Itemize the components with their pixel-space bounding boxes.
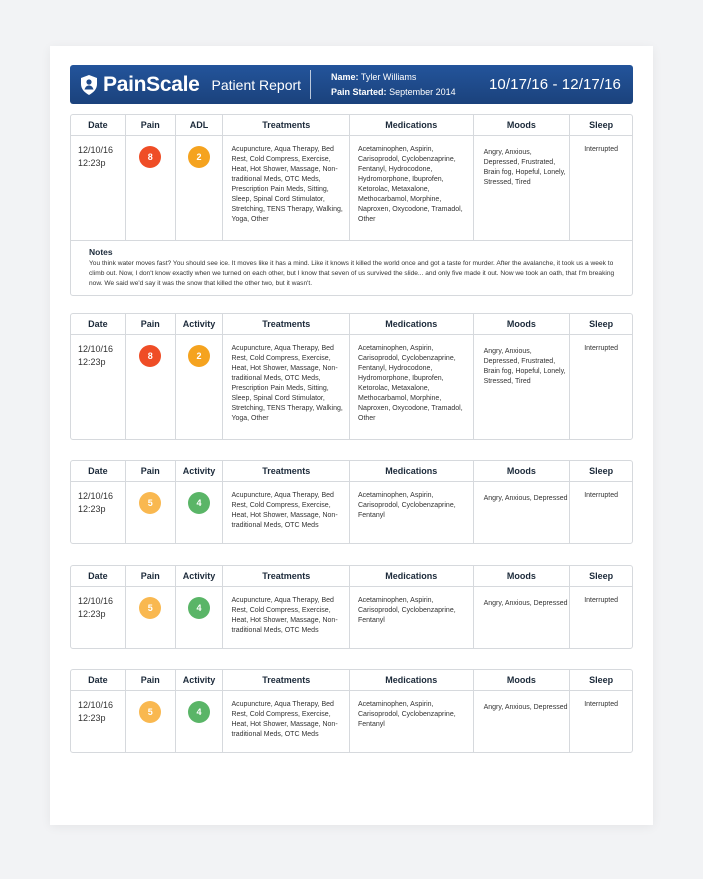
col-header-medications: Medications bbox=[350, 566, 474, 586]
medications-text: Acetaminophen, Aspirin, Carisoprodol, Cyclobenzaprine, Fentanyl bbox=[350, 587, 474, 648]
activity-cell bbox=[176, 691, 224, 752]
sleep-text: Interrupted bbox=[584, 492, 619, 499]
moods-text: Angry, Anxious, Depressed bbox=[474, 482, 571, 543]
adl-score-badge: 2 bbox=[188, 146, 210, 168]
medications-text: Acetaminophen, Aspirin, Carisoprodol, Cyclobenzaprine, Fentanyl bbox=[350, 691, 474, 752]
pain-cell bbox=[126, 587, 176, 648]
entry-date: 12/10/16 bbox=[78, 344, 114, 354]
col-header-pain: Pain bbox=[126, 314, 176, 334]
pain-started-value: September 2014 bbox=[389, 86, 456, 97]
moods-text: Angry, Anxious, Depressed bbox=[474, 587, 571, 648]
col-header-date: Date bbox=[71, 115, 126, 135]
entry-row bbox=[71, 482, 632, 543]
moods-text: Angry, Anxious, Depressed bbox=[474, 691, 571, 752]
col-header-medications: Medications bbox=[350, 115, 474, 135]
activity-score-badge: 4 bbox=[188, 597, 210, 619]
col-header-treatments: Treatments bbox=[223, 461, 350, 481]
col-header-moods: Moods bbox=[474, 461, 571, 481]
entry-time: 12:23p bbox=[78, 609, 106, 619]
col-header-moods: Moods bbox=[474, 670, 571, 690]
entry-time: 12:23p bbox=[78, 357, 106, 367]
col-header-date: Date bbox=[71, 461, 126, 481]
entry-card bbox=[70, 565, 633, 649]
activity-cell bbox=[176, 482, 224, 543]
col-header-pain: Pain bbox=[126, 461, 176, 481]
entry-datetime bbox=[71, 482, 126, 543]
col-header-pain: Pain bbox=[126, 115, 176, 135]
treatments-text: Acupuncture, Aqua Therapy, Bed Rest, Cold Compress, Exercise, Heat, Hot Shower, Massage, Non-traditional Meds, OTC Meds bbox=[223, 691, 350, 752]
entry-card bbox=[70, 313, 633, 440]
col-header-date: Date bbox=[71, 670, 126, 690]
entry-card bbox=[70, 669, 633, 753]
col-header-medications: Medications bbox=[350, 314, 474, 334]
entry-header-row bbox=[71, 314, 632, 335]
entry-date: 12/10/16 bbox=[78, 700, 114, 710]
pain-cell bbox=[126, 482, 176, 543]
activity-cell bbox=[176, 335, 224, 439]
entry-row bbox=[71, 335, 632, 439]
entry-card bbox=[70, 114, 633, 296]
col-header-treatments: Treatments bbox=[223, 566, 350, 586]
sleep-text: Interrupted bbox=[584, 597, 619, 604]
brand-logo bbox=[70, 73, 301, 97]
entry-datetime bbox=[71, 691, 126, 752]
sleep-text: Interrupted bbox=[584, 146, 619, 153]
brand-name: PainScale bbox=[103, 72, 200, 96]
col-header-date: Date bbox=[71, 314, 126, 334]
entry-time: 12:23p bbox=[78, 504, 106, 514]
patient-info bbox=[331, 70, 456, 100]
date-range: 10/17/16 - 12/17/16 bbox=[488, 76, 621, 93]
pain-cell bbox=[126, 335, 176, 439]
moods-text: Angry, Anxious, Depressed, Frustrated, Brain fog, Hopeful, Lonely, Stressed, Tired bbox=[474, 136, 571, 240]
entry-datetime bbox=[71, 335, 126, 439]
patient-name-label: Name: bbox=[331, 71, 359, 82]
entry-header-row bbox=[71, 670, 632, 691]
shield-icon bbox=[80, 75, 98, 95]
notes-text: You think water moves fast? You should see ice. It moves like it has a mind. Like it knows it killed the world once and got a taste for murder. After the avalanche, it took us a week to climb out. Now, I don't know exactly when we turned on each other, but I know that seven of us survived the slide... and only five made it out. Now we took an oath, that I'm breaking now. We said we'd say it was the snow that killed the other two, but it wasn't. bbox=[89, 260, 615, 287]
entry-time: 12:23p bbox=[78, 713, 106, 723]
notes-section bbox=[71, 240, 632, 295]
entry-header-row bbox=[71, 566, 632, 587]
treatments-text: Acupuncture, Aqua Therapy, Bed Rest, Cold Compress, Exercise, Heat, Hot Shower, Massage, Non-traditional Meds, OTC Meds bbox=[223, 482, 350, 543]
activity-score-badge: 4 bbox=[188, 701, 210, 723]
treatments-text: Acupuncture, Aqua Therapy, Bed Rest, Cold Compress, Exercise, Heat, Hot Shower, Massage, Non-traditional Meds, OTC Meds, Prescription Pain Meds, Sitting, Sleep, Spinal Cord Stimulator, Stretching, TENS Therapy, Walking, Yoga, Other bbox=[223, 335, 350, 439]
medications-text: Acetaminophen, Aspirin, Carisoprodol, Cyclobenzaprine, Fentanyl bbox=[350, 482, 474, 543]
entry-date: 12/10/16 bbox=[78, 145, 114, 155]
entry-header-row bbox=[71, 461, 632, 482]
adl-cell bbox=[176, 136, 224, 240]
col-header-activity: Activity bbox=[176, 566, 224, 586]
col-header-activity: Activity bbox=[176, 461, 224, 481]
treatments-text: Acupuncture, Aqua Therapy, Bed Rest, Cold Compress, Exercise, Heat, Hot Shower, Massage, Non-traditional Meds, OTC Meds bbox=[223, 587, 350, 648]
entry-datetime bbox=[71, 136, 126, 240]
notes-title: Notes bbox=[89, 247, 113, 257]
col-header-adl: ADL bbox=[176, 115, 224, 135]
col-header-sleep: Sleep bbox=[589, 120, 614, 130]
pain-cell bbox=[126, 691, 176, 752]
pain-score-badge: 5 bbox=[139, 597, 161, 619]
col-header-sleep: Sleep bbox=[589, 319, 614, 329]
activity-score-badge: 2 bbox=[188, 345, 210, 367]
col-header-treatments: Treatments bbox=[223, 670, 350, 690]
entry-date: 12/10/16 bbox=[78, 491, 114, 501]
col-header-activity: Activity bbox=[176, 670, 224, 690]
report-title: Patient Report bbox=[211, 76, 302, 93]
sleep-text: Interrupted bbox=[584, 345, 619, 352]
medications-text: Acetaminophen, Aspirin, Carisoprodol, Cyclobenzaprine, Fentanyl, Hydrocodone, Hydromorphone, Ibuprofen, Ketorolac, Metaxalone, Methocarbamol, Morphine, Naproxen, Oxycodone, Tramadol, Other bbox=[350, 136, 474, 240]
report-header bbox=[70, 65, 633, 104]
col-header-activity: Activity bbox=[176, 314, 224, 334]
report-page bbox=[50, 46, 653, 825]
moods-text: Angry, Anxious, Depressed, Frustrated, Brain fog, Hopeful, Lonely, Stressed, Tired bbox=[474, 335, 571, 439]
entry-row bbox=[71, 691, 632, 752]
col-header-treatments: Treatments bbox=[223, 314, 350, 334]
col-header-treatments: Treatments bbox=[223, 115, 350, 135]
pain-score-badge: 8 bbox=[139, 345, 161, 367]
entry-datetime bbox=[71, 587, 126, 648]
entry-time: 12:23p bbox=[78, 158, 106, 168]
col-header-medications: Medications bbox=[350, 670, 474, 690]
col-header-moods: Moods bbox=[474, 115, 571, 135]
activity-cell bbox=[176, 587, 224, 648]
col-header-medications: Medications bbox=[350, 461, 474, 481]
entry-row bbox=[71, 136, 632, 240]
entry-header-row bbox=[71, 115, 632, 136]
col-header-pain: Pain bbox=[126, 670, 176, 690]
sleep-text: Interrupted bbox=[584, 701, 619, 708]
activity-score-badge: 4 bbox=[188, 492, 210, 514]
pain-cell bbox=[126, 136, 176, 240]
pain-score-badge: 5 bbox=[139, 492, 161, 514]
col-header-moods: Moods bbox=[474, 314, 571, 334]
col-header-sleep: Sleep bbox=[589, 466, 614, 476]
col-header-moods: Moods bbox=[474, 566, 571, 586]
col-header-pain: Pain bbox=[126, 566, 176, 586]
pain-score-badge: 8 bbox=[139, 146, 161, 168]
patient-name: Tyler Williams bbox=[360, 71, 417, 82]
pain-score-badge: 5 bbox=[139, 701, 161, 723]
entry-card bbox=[70, 460, 633, 544]
medications-text: Acetaminophen, Aspirin, Carisoprodol, Cyclobenzaprine, Fentanyl, Hydrocodone, Hydromorphone, Ibuprofen, Ketorolac, Metaxalone, Methocarbamol, Morphine, Naproxen, Oxycodone, Tramadol, Other bbox=[350, 335, 474, 439]
entry-date: 12/10/16 bbox=[78, 596, 114, 606]
col-header-sleep: Sleep bbox=[589, 571, 614, 581]
entry-row bbox=[71, 587, 632, 648]
col-header-date: Date bbox=[71, 566, 126, 586]
treatments-text: Acupuncture, Aqua Therapy, Bed Rest, Cold Compress, Exercise, Heat, Hot Shower, Massage, Non-traditional Meds, OTC Meds, Prescription Pain Meds, Sitting, Sleep, Spinal Cord Stimulator, Stretching, TENS Therapy, Walking, Yoga, Other bbox=[223, 136, 350, 240]
header-divider bbox=[310, 70, 311, 99]
pain-started-label: Pain Started: bbox=[331, 86, 387, 97]
col-header-sleep: Sleep bbox=[589, 675, 614, 685]
